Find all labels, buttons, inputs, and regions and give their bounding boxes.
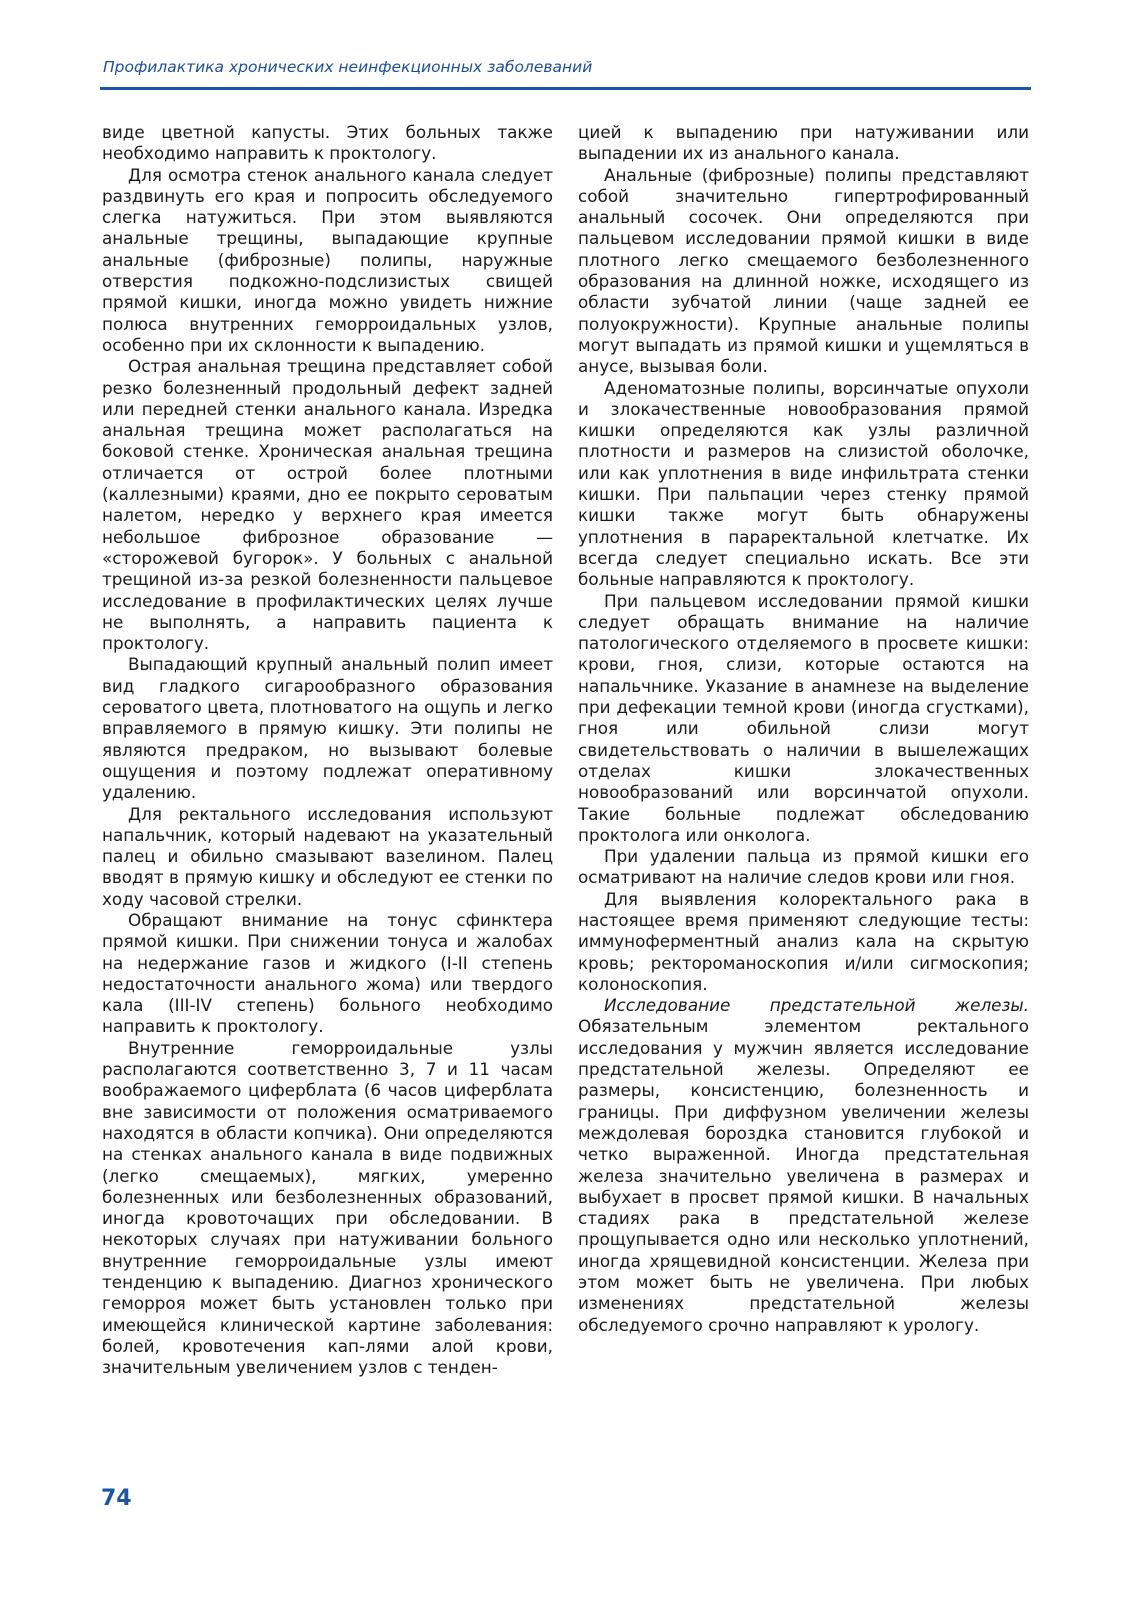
- paragraph-prostate: [578, 995, 1029, 1336]
- paragraph: Аденоматозные полипы, ворсинчатые опухоли и злокачественные новообразования прямой кишки определяются как узлы различной плотности и размеров на слизистой оболочке, или как уплотнения в виде инфильтрата стенки кишки. При пальпации через стенку прямой кишки также могут быть обнаружены уплотнения в параректальной клетчатке. Их всегда следует специально искать. Все эти больные направляются к проктологу.: [578, 377, 1029, 590]
- paragraph: Для осмотра стенок анального канала следует раздвинуть его края и попросить обследуемого слегка натужиться. При этом выявляются анальные трещины, выпадающие крупные анальные (фиброзные) полипы, наружные отверстия подкожно-подслизистых свищей прямой кишки, иногда можно увидеть нижние полюса внутренних геморроидальных узлов, особенно при их склонности к выпадению.: [102, 164, 553, 355]
- prostate-section-lead: Исследование предстательной железы.: [604, 995, 1029, 1016]
- paragraph: Анальные (фиброзные) полипы представляют собой значительно гипертрофированный анальный сосочек. Они определяются при пальцевом исследовании прямой кишки в виде плотного легко смещаемого безболезненного образования на длинной ножке, исходящего из области зубчатой линии (чаще задней ее полуокружности). Крупные анальные полипы могут выпадать из прямой кишки и ущемляться в анусе, вызывая боли.: [578, 164, 1029, 377]
- paragraph: виде цветной капусты. Этих больных также необходимо направить к проктологу.: [102, 122, 553, 164]
- paragraph: Внутренние геморроидальные узлы располагаются соответственно 3, 7 и 11 часам воображаемого циферблата (6 часов циферблата вне зависимости от положения осматриваемого находятся в области копчика). Они определяются на стенках анального канала в виде подвижных (легко смещаемых), мягких, умеренно болезненных или безболезненных образований, иногда кровоточащих при обследовании. В некоторых случаях при натуживании больного внутренние геморроидальные узлы имеют тенденцию к выпадению. Диагноз хронического геморроя может быть установлен только при имеющейся клинической картине заболевания: болей, кровотечения кап-лями алой крови, значительным увеличением узлов с тенден-: [102, 1037, 553, 1378]
- page-number: 74: [101, 1486, 132, 1511]
- paragraph: Острая анальная трещина представляет собой резко болезненный продольный дефект задней или передней стенки анального канала. Изредка анальная трещина может располагаться на боковой стенке. Хроническая анальная трещина отличается от острой более плотными (каллезными) краями, дно ее покрыто сероватым налетом, нередко у верхнего края имеется небольшое фиброзное образование — «сторожевой бугорок». У больных с анальной трещиной из-за резкой болезненности пальцевое исследование в профилактических целях лучше не выполнять, а направить пациента к проктологу.: [102, 356, 553, 654]
- paragraph: При удалении пальца из прямой кишки его осматривают на наличие следов крови или гноя.: [578, 846, 1029, 888]
- paragraph: При пальцевом исследовании прямой кишки следует обращать внимание на наличие патологического отделяемого в просвете кишки: крови, гноя, слизи, которые остаются на напальчнике. Указание в анамнезе на выделение при дефекации темной крови (иногда сгустками), гноя или обильной слизи могут свидетельствовать о наличии в вышележащих отделах кишки злокачественных новообразований или ворсинчатой опухоли. Такие больные подлежат обследованию проктолога или онколога.: [578, 590, 1029, 845]
- header-rule: [100, 87, 1031, 90]
- running-header-title: Профилактика хронических неинфекционных заболеваний: [103, 58, 593, 76]
- paragraph: цией к выпадению при натуживании или выпадении их из анального канала.: [578, 122, 1029, 164]
- paragraph: Выпадающий крупный анальный полип имеет вид гладкого сигарообразного образования сероватого цвета, плотноватого на ощупь и легко вправляемого в прямую кишку. Эти полипы не являются предраком, но вызывают болевые ощущения и поэтому подлежат оперативному удалению.: [102, 654, 553, 803]
- paragraph: Для ректального исследования используют напальчник, который надевают на указательный палец и обильно смазывают вазелином. Палец вводят в прямую кишку и обследуют ее стенки по ходу часовой стрелки.: [102, 803, 553, 909]
- right-text-column: [578, 122, 1029, 1336]
- paragraph: Для выявления колоректального рака в настоящее время применяют следующие тесты: иммуноферментный анализ кала на скрытую кровь; ректороманоскопия и/или сигмоскопия; колоноскопия.: [578, 888, 1029, 994]
- left-text-column: [102, 122, 553, 1379]
- prostate-section-text: Обязательным элементом ректального исследования у мужчин является исследование предстательной железы. Определяют ее размеры, консистенцию, болезненность и границы. При диффузном увеличении железы междолевая бороздка становится глубокой и четко выраженной. Иногда предстательная железа значительно увеличена в размерах и выбухает в просвет прямой кишки. В начальных стадиях рака в предстательной железе прощупывается одно или несколько уплотнений, иногда хрящевидной консистенции. Железа при этом может быть не увеличена. При любых изменениях предстательной железы обследуемого срочно направляют к урологу.: [578, 1016, 1029, 1335]
- paragraph: Обращают внимание на тонус сфинктера прямой кишки. При снижении тонуса и жалобах на недержание газов и жидкого (I-II степень недостаточности анального жома) или твердого кала (III-IV степень) больного необходимо направить к проктологу.: [102, 909, 553, 1037]
